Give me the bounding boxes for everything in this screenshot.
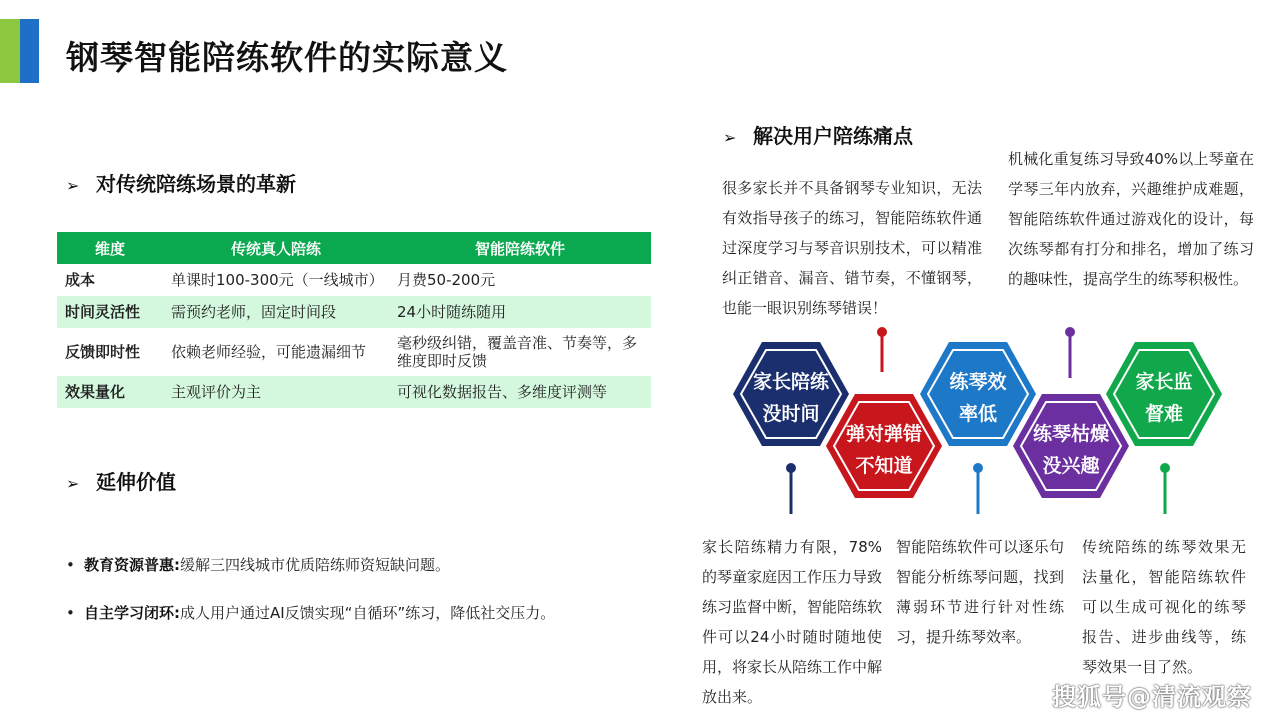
- table-cell: 月费50-200元: [389, 264, 651, 296]
- hexagon-label-low-efficiency: 练琴效 率低: [949, 371, 1007, 425]
- painpoint-text-supervision: 传统陪练的练琴效果无法量化，智能陪练软件可以生成可视化的练琴报告、进步曲线等，练琴效果一目了然。: [1082, 538, 1246, 676]
- arrow-bullet-icon: ➢: [66, 176, 80, 195]
- section-heading-innovation: ➢ 对传统陪练场景的革新: [66, 172, 296, 196]
- section-heading-painpoints: ➢ 解决用户陪练痛点: [723, 124, 913, 148]
- hexagon-label-dont-know: 弹对弹错 不知道: [845, 423, 922, 477]
- table-cell: 主观评价为主: [163, 376, 389, 408]
- table-cell: 24小时随练随用: [389, 296, 651, 328]
- table-header-traditional: 传统真人陪练: [163, 232, 389, 264]
- arrow-bullet-icon: ➢: [723, 128, 737, 147]
- painpoint-text-no-knowledge: 很多家长并不具备钢琴专业知识，无法有效指导孩子的练习，智能陪练软件通过深度学习与琴音识别技术，可以精准纠正错音、漏音、错节奏，不懂钢琴，也能一眼识别练琴错误！: [722, 179, 982, 317]
- page-title: 钢琴智能陪练软件的实际意义: [66, 38, 508, 77]
- table-cell: 需预约老师，固定时间段: [163, 296, 389, 328]
- watermark: 搜狐号@清流观察: [1052, 683, 1252, 711]
- table-cell: 单课时100-300元（一线城市）: [163, 264, 389, 296]
- connector-dot-green: [1160, 463, 1170, 473]
- table-cell: 可视化数据报告、多维度评测等: [389, 376, 651, 408]
- section-heading-extension: ➢ 延伸价值: [66, 470, 176, 494]
- painpoint-text-efficiency: 智能陪练软件可以逐乐句智能分析练琴问题，找到薄弱环节进行针对性练习，提升练琴效率。: [896, 538, 1064, 646]
- table-header-dimension: 维度: [57, 232, 163, 264]
- list-item: • 教育资源普惠:缓解三四线城市优质陪练师资短缺问题。: [66, 556, 451, 574]
- arrow-bullet-icon: ➢: [66, 474, 80, 493]
- bullet-dot-icon: •: [66, 556, 75, 574]
- table-cell: 效果量化: [57, 376, 163, 408]
- painpoint-text-boring: 机械化重复练习导致40%以上琴童在学琴三年内放弃，兴趣维护成难题，智能陪练软件通过游戏化的设计，每次练琴都有打分和排名，增加了练习的趣味性，提高学生的练琴积极性。: [1008, 150, 1254, 288]
- connector-dot-blue: [973, 463, 983, 473]
- table-cell: 反馈即时性: [57, 328, 163, 376]
- connector-dot-navy: [786, 463, 796, 473]
- hexagon-label-no-time: 家长陪练 没时间: [752, 371, 829, 425]
- table-cell: 毫秒级纠错，覆盖音准、节奏等，多维度即时反馈: [389, 328, 651, 376]
- connector-dot-red: [877, 327, 887, 337]
- connector-dot-purple: [1065, 327, 1075, 337]
- hexagon-label-boring: 练琴枯燥 没兴趣: [1032, 423, 1109, 477]
- painpoint-text-no-time: 家长陪练精力有限，78%的琴童家庭因工作压力导致练习监督中断，智能陪练软件可以24小时随时随地使用，将家长从陪练工作中解放出来。: [702, 538, 883, 706]
- list-item: • 自主学习闭环:成人用户通过AI反馈实现“自循环”练习，降低社交压力。: [66, 604, 556, 622]
- hexagon-label-supervision: 家长监 督难: [1135, 371, 1193, 425]
- table-header-smart: 智能陪练软件: [389, 232, 651, 264]
- table-cell: 时间灵活性: [57, 296, 163, 328]
- bullet-dot-icon: •: [66, 604, 75, 622]
- table-cell: 依赖老师经验，可能遗漏细节: [163, 328, 389, 376]
- table-cell: 成本: [57, 264, 163, 296]
